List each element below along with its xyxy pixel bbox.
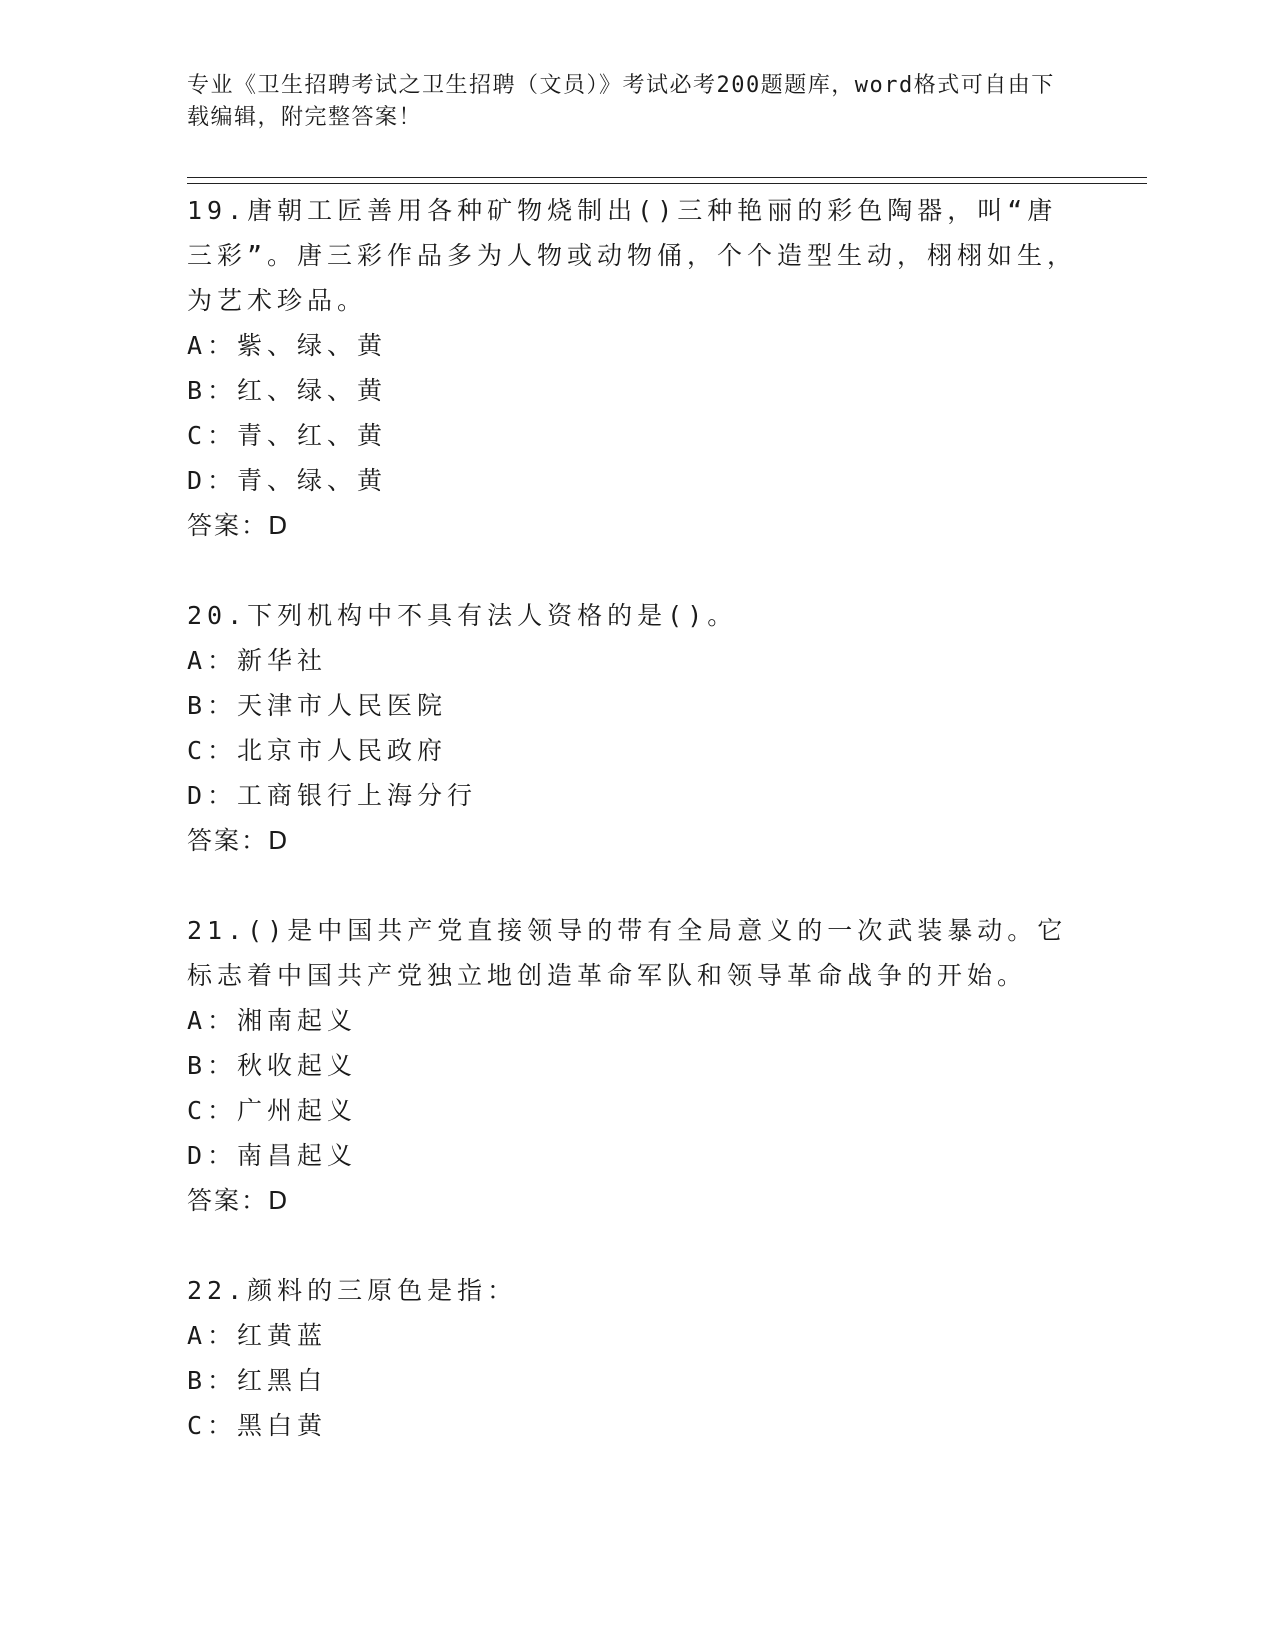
option-d: D：工商银行上海分行 (187, 781, 478, 810)
question-stem: 20.下列机构中不具有法人资格的是()。 (187, 601, 738, 630)
answer: 答案：D (187, 826, 290, 855)
option-c: C：青、红、黄 (187, 421, 388, 450)
option-c: C：黑白黄 (187, 1411, 328, 1440)
option-a: A：新华社 (187, 646, 328, 675)
question-22 (187, 1268, 1087, 1448)
question-list (187, 188, 1087, 1493)
option-a: A：湘南起义 (187, 1006, 358, 1035)
question-stem: 19.唐朝工匠善用各种矿物烧制出()三种艳丽的彩色陶器，叫“唐三彩”。唐三彩作品多为人物或动物俑，个个造型生动，栩栩如生，为艺术珍品。 (187, 196, 1078, 315)
option-d: D：青、绿、黄 (187, 466, 388, 495)
question-20 (187, 593, 1087, 863)
option-c: C：北京市人民政府 (187, 736, 448, 765)
question-stem: 22.颜料的三原色是指： (187, 1276, 518, 1305)
option-a: A：紫、绿、黄 (187, 331, 388, 360)
answer: 答案：D (187, 1186, 290, 1215)
option-c: C：广州起义 (187, 1096, 358, 1125)
option-a: A：红黄蓝 (187, 1321, 328, 1350)
option-b: B：天津市人民医院 (187, 691, 448, 720)
question-19 (187, 188, 1087, 548)
answer: 答案：D (187, 511, 290, 540)
option-b: B：红、绿、黄 (187, 376, 388, 405)
question-stem: 21.()是中国共产党直接领导的带有全局意义的一次武装暴动。它标志着中国共产党独立地创造革命军队和领导革命战争的开始。 (187, 916, 1068, 990)
option-d: D：南昌起义 (187, 1141, 358, 1170)
header-rule-bottom (187, 183, 1147, 184)
option-b: B：红黑白 (187, 1366, 328, 1395)
question-21 (187, 908, 1087, 1223)
document-header: 专业《卫生招聘考试之卫生招聘（文员）》考试必考200题题库，word格式可自由下载编辑，附完整答案！ (187, 73, 1055, 130)
header-rule-top (187, 177, 1147, 178)
option-b: B：秋收起义 (187, 1051, 358, 1080)
